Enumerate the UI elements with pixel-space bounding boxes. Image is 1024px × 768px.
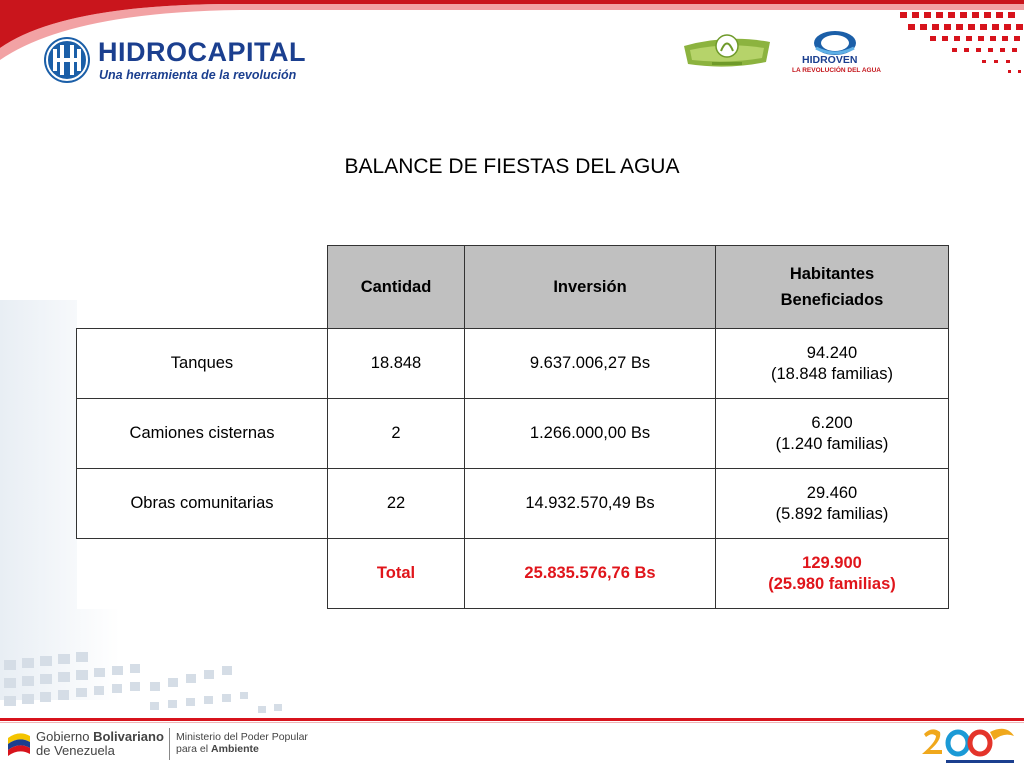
header-habitantes <box>716 246 949 329</box>
table-row <box>77 469 949 539</box>
balance-table <box>76 245 949 609</box>
hidroven-name: HIDROVEN <box>802 54 858 66</box>
row-habitantes <box>716 399 949 469</box>
venezuela-flag-icon <box>6 730 32 756</box>
gobierno-line2: de Venezuela <box>36 743 115 758</box>
row-familias-value: (1.240 familias) <box>775 434 889 453</box>
ministry-green-logo-icon <box>682 32 772 74</box>
gobierno-line1 <box>36 729 164 744</box>
row-inversion: 14.932.570,49 Bs <box>465 469 716 539</box>
footer-red-line <box>0 718 1024 721</box>
ministerio-line1: Ministerio del Poder Popular <box>176 731 308 743</box>
header-inversion: Inversión <box>465 246 716 329</box>
company-name: HIDROCAPITAL <box>98 37 306 67</box>
footer-separator <box>169 728 170 760</box>
hidroven-tagline: LA REVOLUCIÓN DEL AGUA <box>792 67 881 74</box>
ministerio-para-el: para el <box>176 743 212 755</box>
table-row <box>77 399 949 469</box>
total-inversion: 25.835.576,76 Bs <box>465 539 716 609</box>
bicentenario-logo-icon <box>918 724 1018 768</box>
header-blank-cell <box>77 246 328 329</box>
row-familias-value: (5.892 familias) <box>775 504 889 523</box>
row-habitantes-value: 6.200 <box>811 413 853 432</box>
total-familias-value: (25.980 familias) <box>768 574 896 593</box>
company-tagline: Una herramienta de la revolución <box>99 68 297 82</box>
row-inversion: 9.637.006,27 Bs <box>465 329 716 399</box>
row-label: Camiones cisternas <box>77 399 328 469</box>
decorative-dots-bottom-left <box>0 640 290 720</box>
page-title: BALANCE DE FIESTAS DEL AGUA <box>344 155 680 178</box>
bolivariano-word: Bolivariano <box>93 729 164 744</box>
header-habitantes-label: Habitantes Beneficiados <box>780 265 884 309</box>
row-cantidad: 2 <box>328 399 465 469</box>
ministerio-ambiente-text <box>176 731 308 755</box>
hidroven-logo <box>790 30 885 80</box>
row-label: Tanques <box>77 329 328 399</box>
row-cantidad: 18.848 <box>328 329 465 399</box>
ministerio-line2 <box>176 743 308 755</box>
row-habitantes-value: 29.460 <box>806 483 858 502</box>
row-habitantes <box>716 329 949 399</box>
gobierno-word: Gobierno <box>36 729 94 744</box>
hidrocapital-emblem-icon <box>42 35 92 85</box>
total-row <box>77 539 949 609</box>
gobierno-bolivariano-logo <box>6 726 176 762</box>
row-habitantes <box>716 469 949 539</box>
hidrocapital-logo <box>42 35 312 87</box>
total-blank-cell <box>77 539 328 609</box>
ministerio-ambiente-word: Ambiente <box>211 743 259 755</box>
total-habitantes-value: 129.900 <box>802 553 862 572</box>
row-cantidad: 22 <box>328 469 465 539</box>
header-cantidad: Cantidad <box>328 246 465 329</box>
decorative-dots-top-right <box>890 8 1024 78</box>
row-label: Obras comunitarias <box>77 469 328 539</box>
table-row <box>77 329 949 399</box>
footer-red-line-thin <box>0 722 1024 723</box>
total-label: Total <box>328 539 465 609</box>
row-habitantes-value: 94.240 <box>806 343 858 362</box>
table-header-row <box>77 246 949 329</box>
row-inversion: 1.266.000,00 Bs <box>465 399 716 469</box>
row-familias-value: (18.848 familias) <box>771 364 893 383</box>
total-habitantes <box>716 539 949 609</box>
